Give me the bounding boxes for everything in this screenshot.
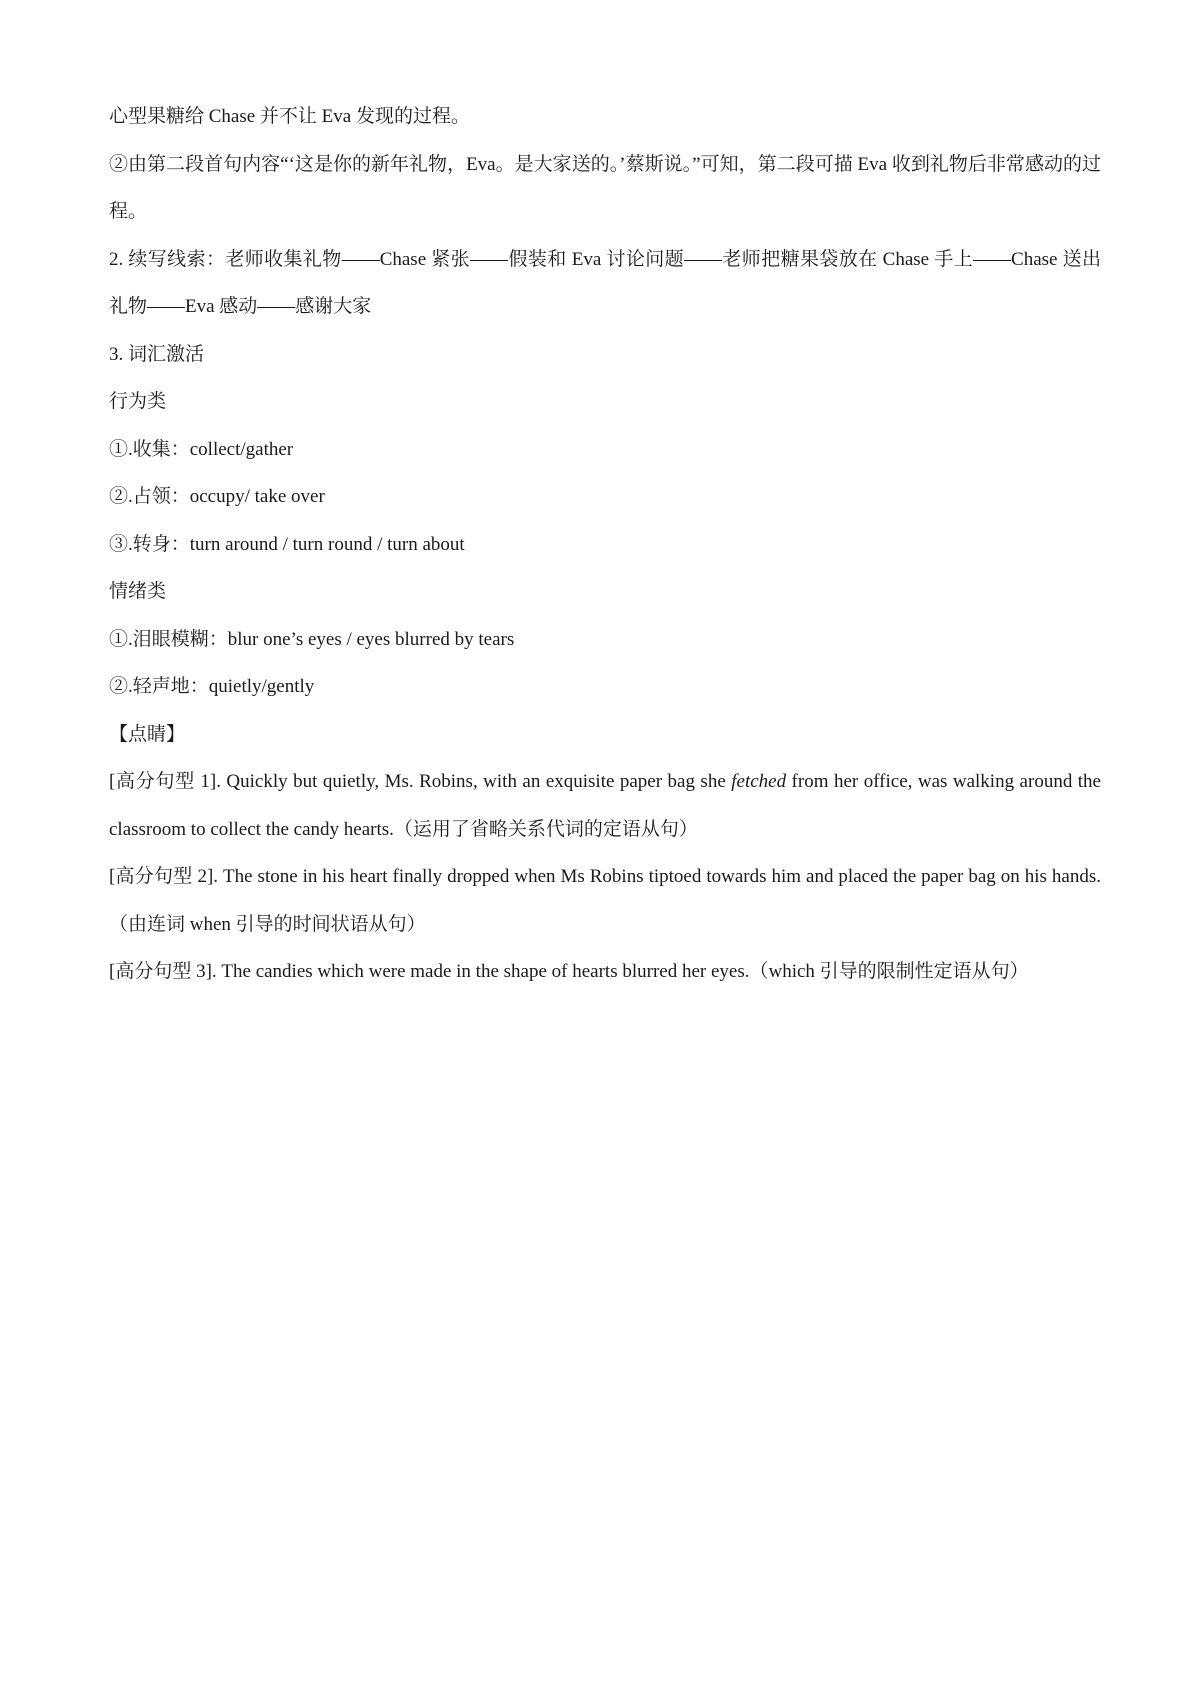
- highlight-heading: 【点睛】: [109, 723, 186, 745]
- key-sentence-2: [高分句型 2]. The stone in his heart finally dropped when Ms Robins tiptoed towards him and placed the paper bag on his hands.（由连词 when 引导的时间状语从句）: [109, 866, 1101, 935]
- vocab-item: ②.占领：occupy/ take over: [109, 486, 325, 507]
- vocab-item: ①.泪眼模糊：blur one’s eyes / eyes blurred by tears: [109, 628, 515, 650]
- category-heading-behavior: 行为类: [109, 391, 167, 412]
- key-sentence-1-italic: fetched: [731, 771, 787, 792]
- section-heading-vocabulary: 3. 词汇激活: [109, 343, 205, 365]
- key-sentence-3: [高分句型 3]. The candies which were made in the shape of hearts blurred her eyes.（which 引导的限制性定语从句）: [109, 961, 1029, 982]
- vocab-item: ①.收集：collect/gather: [109, 438, 294, 460]
- vocab-item: ②.轻声地：quietly/gently: [109, 676, 315, 697]
- key-sentence-1-before: [高分句型 1]. Quickly but quietly, Ms. Robins, with an exquisite paper bag she: [109, 771, 732, 792]
- vocab-item: ③.转身：turn around / turn round / turn about: [109, 533, 465, 555]
- writing-clues-paragraph: 2. 续写线索：老师收集礼物——Chase 紧张——假装和 Eva 讨论问题——老师把糖果袋放在 Chase 手上——Chase 送出礼物——Eva 感动——感谢大家: [109, 248, 1101, 317]
- category-heading-emotion: 情绪类: [109, 581, 167, 602]
- text-line: 心型果糖给 Chase 并不让 Eva 发现的过程。: [109, 106, 470, 127]
- document-page: [109, 93, 1101, 996]
- text-paragraph: ②由第二段首句内容“‘这是你的新年礼物，Eva。是大家送的。’蔡斯说。”可知，第二段可描 Eva 收到礼物后非常感动的过程。: [109, 153, 1101, 222]
- key-sentence-1-after: from her office, was walking around the classroom to collect the candy hearts.（运用了省略关系代词的定语从句）: [109, 771, 1101, 840]
- key-sentence-1: [109, 758, 1101, 853]
